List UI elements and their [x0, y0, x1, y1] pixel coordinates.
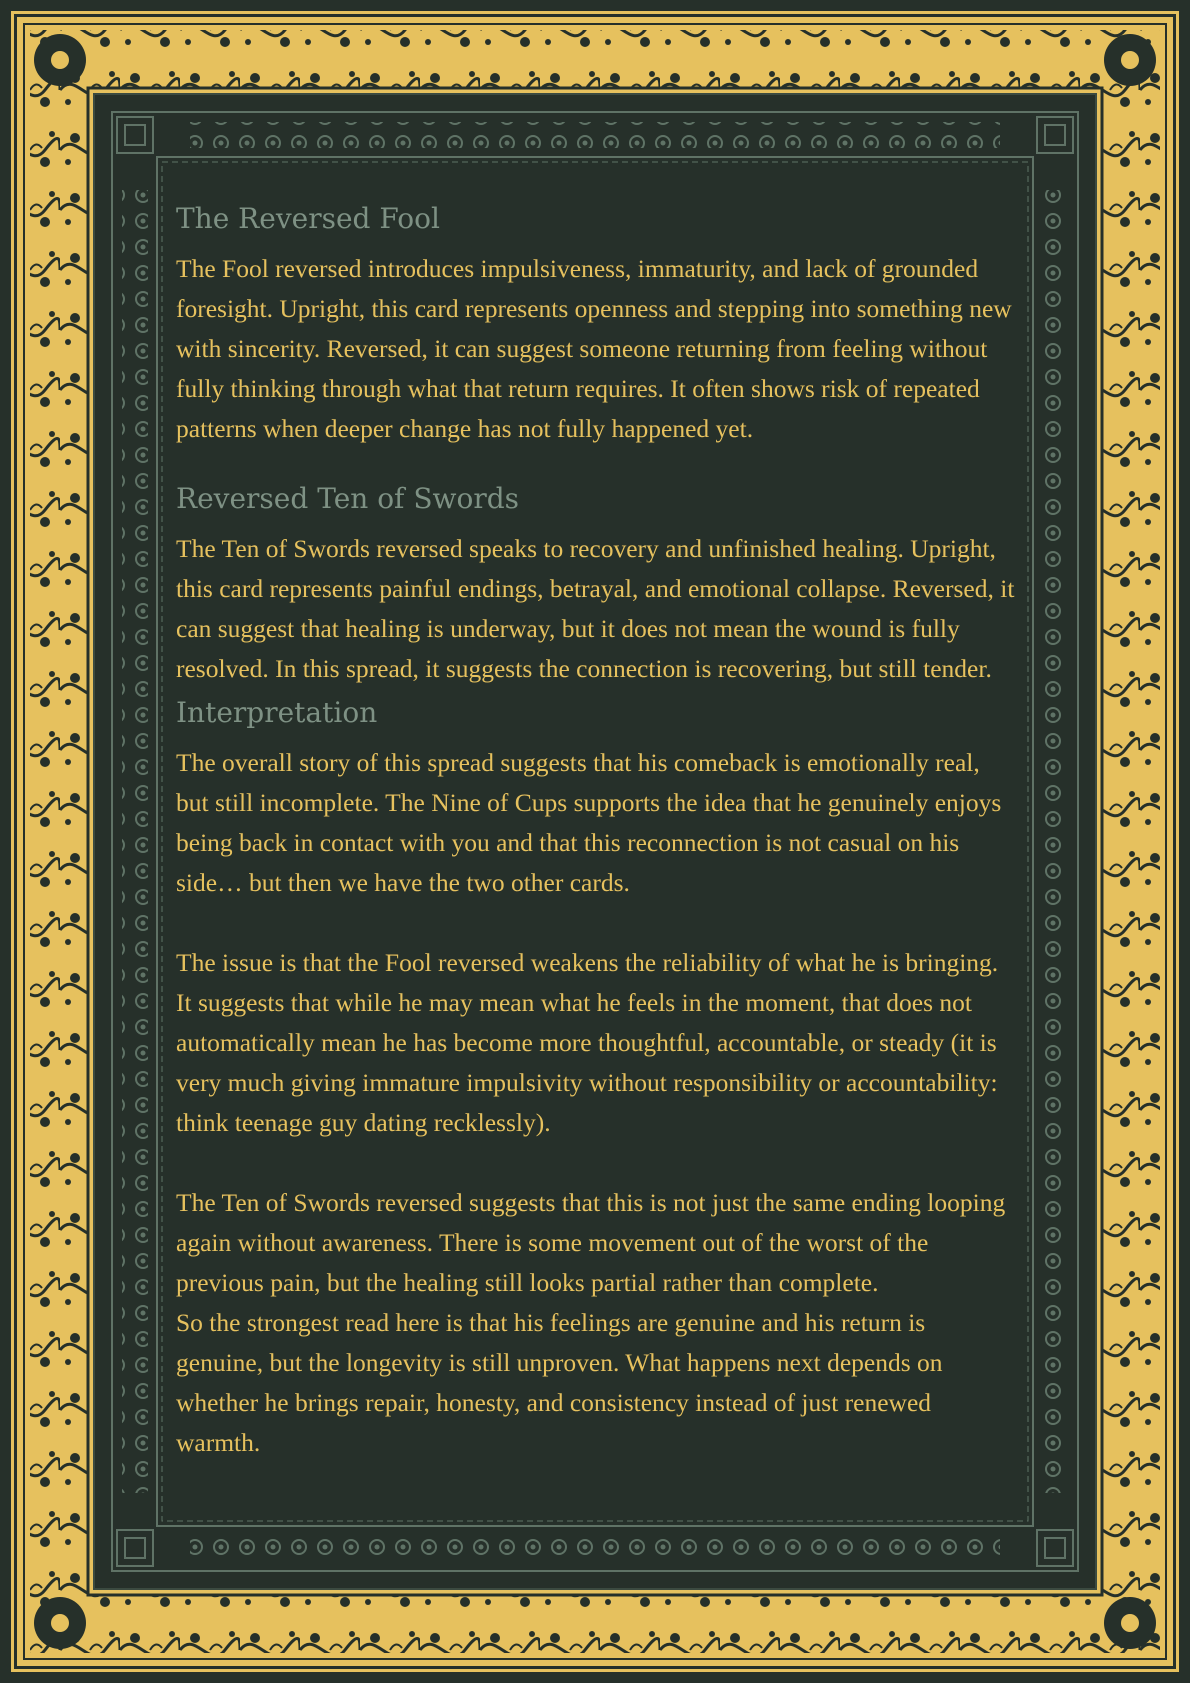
section-paragraph: The Fool reversed introduces impulsiveness, immaturity, and lack of grounded foresight. Upright, this card represents openness and stepping into something new with sincerity. Reversed, it can suggest someone returning from feeling without fully thinking through what that return requires. It often shows risk of repeated patterns when deeper change has not fully happened yet.	[176, 254, 1012, 443]
section-reversed-ten-of-swords	[176, 475, 1016, 689]
section-paragraph: The Ten of Swords reversed suggests that this is not just the same ending looping again without awareness. There is some movement out of the worst of the previous pain, but the healing still looks partial rather than complete.	[176, 1188, 1006, 1297]
section-paragraph: So the strongest read here is that his feelings are genuine and his return is genuine, but the longevity is still unproven. What happens next depends on whether he brings repair, honesty, and consistency instead of just renewed warmth.	[176, 1308, 943, 1457]
section-paragraph: The Ten of Swords reversed speaks to recovery and unfinished healing. Upright, this card represents painful endings, betrayal, and emotional collapse. Reversed, it can suggest that healing is underway, but it does not mean the wound is fully resolved. In this spread, it suggests the connection is recovering, but still tender.	[176, 534, 1015, 683]
section-heading: The Reversed Fool	[176, 202, 440, 235]
section-paragraph: The overall story of this spread suggests that his comeback is emotionally real, but still incomplete. The Nine of Cups supports the idea that he genuinely enjoys being back in contact with you and that this reconnection is not casual on his side… but then we have the two other cards.	[176, 748, 1002, 897]
section-heading: Reversed Ten of Swords	[176, 482, 519, 515]
section-reversed-fool	[176, 195, 1016, 449]
section-interpretation	[176, 689, 1016, 1463]
reading-content	[176, 195, 1016, 1463]
section-paragraph: The issue is that the Fool reversed weakens the reliability of what he is bringing. It suggests that while he may mean what he feels in the moment, that does not automatically mean he has become more thoughtful, accountable, or steady (it is very much giving immature impulsivity without responsibility or accountability: think teenage guy dating recklessly).	[176, 948, 999, 1137]
section-heading: Interpretation	[176, 696, 378, 729]
